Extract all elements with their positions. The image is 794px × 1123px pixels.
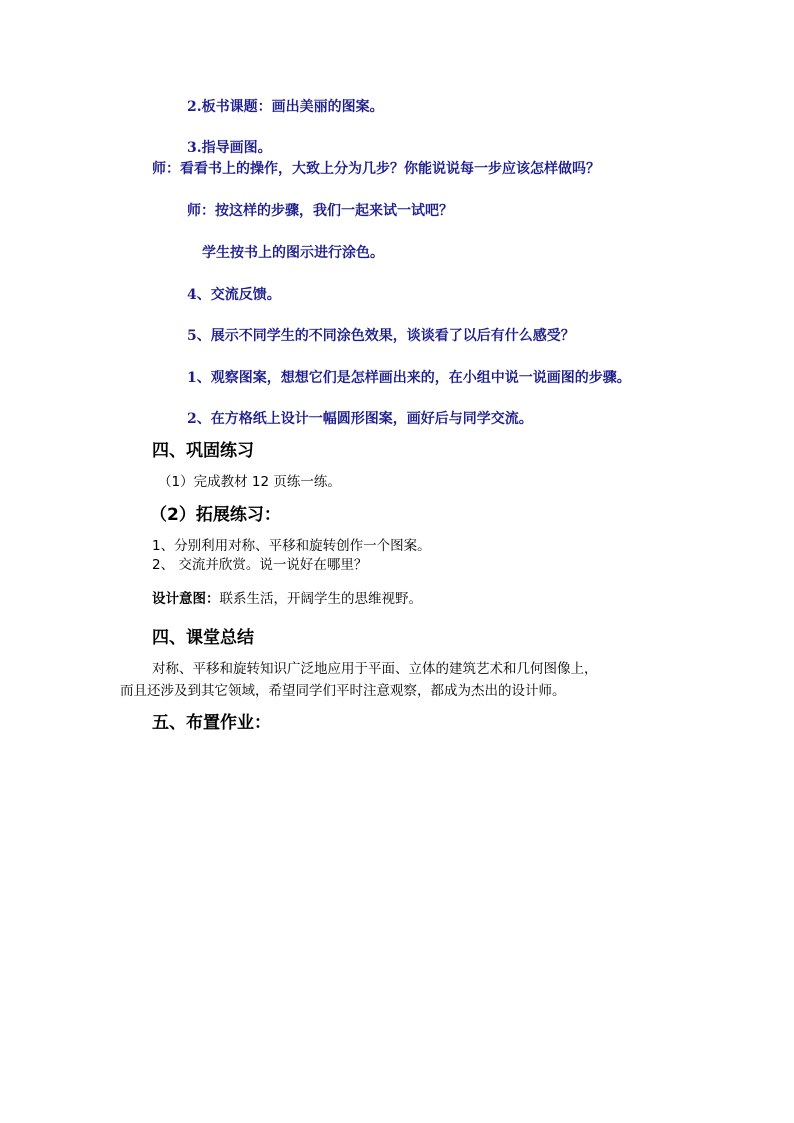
observe-item-2: 2、在方格纸上设计一幅圆形图案，画好后与同学交流。 bbox=[187, 411, 533, 427]
homework-heading: 五、布置作业： bbox=[152, 713, 271, 733]
step-item-2: 2.板书课题：画出美丽的图案。 bbox=[187, 99, 384, 115]
teacher-question-1: 师：看看书上的操作，大致上分为几步？你能说说每一步应该怎样做吗？ bbox=[152, 161, 600, 177]
design-intent bbox=[152, 590, 422, 608]
design-intent-text: 联系生活，开阔学生的思维视野。 bbox=[219, 591, 422, 607]
teacher-question-2: 师：按这样的步骤，我们一起来试一试吧？ bbox=[187, 203, 453, 219]
practice-heading: 四、巩固练习 bbox=[152, 441, 254, 461]
extension-item-2: 2、 交流并欣赏。说一说好在哪里？ bbox=[152, 557, 368, 573]
observe-item-1: 1、观察图案，想想它们是怎样画出来的，在小组中说一说画图的步骤。 bbox=[187, 370, 631, 386]
step-item-3: 3.指导画图。 bbox=[187, 140, 272, 156]
summary-line-2: 而且还涉及到其它领域，希望同学们平时注意观察，都成为杰出的设计师。 bbox=[120, 683, 566, 699]
extension-item-1: 1、分别利用对称、平移和旋转创作一个图案。 bbox=[152, 538, 431, 554]
summary-line-1: 对称、平移和旋转知识广泛地应用于平面、立体的建筑艺术和几何图像上， bbox=[152, 661, 598, 677]
summary-heading: 四、课堂总结 bbox=[152, 628, 254, 648]
practice-item-1: （1）完成教材 12 页练一练。 bbox=[158, 474, 341, 490]
design-intent-label: 设计意图： bbox=[152, 591, 220, 607]
step-item-4: 4、交流反馈。 bbox=[187, 287, 281, 303]
extension-heading: （2）拓展练习： bbox=[150, 505, 281, 525]
step-item-5: 5、展示不同学生的不同涂色效果，谈谈看了以后有什么感受？ bbox=[187, 328, 575, 344]
student-action: 学生按书上的图示进行涂色。 bbox=[202, 245, 384, 261]
